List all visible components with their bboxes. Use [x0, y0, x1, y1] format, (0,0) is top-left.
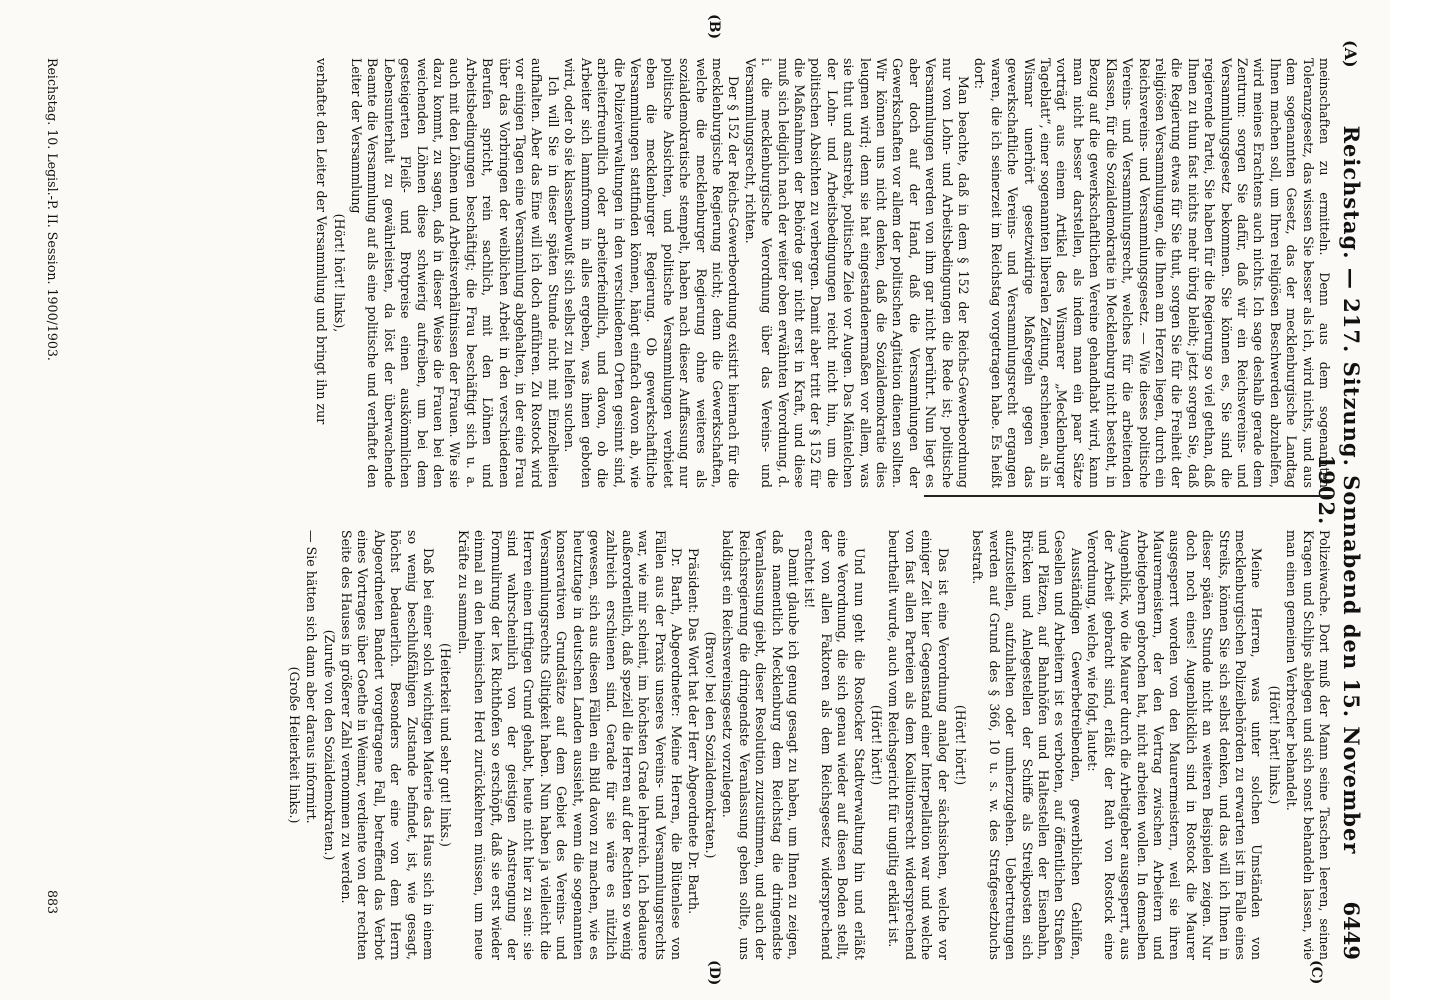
margin-marker-c: (C)	[1308, 960, 1324, 985]
interjection: (Bravo! bei den Sozialdemokraten.)	[702, 631, 718, 859]
margin-marker-b: (B)	[706, 14, 722, 40]
interjection: (Hört! hört! links.)	[1266, 685, 1282, 805]
margin-marker-d: (D)	[706, 960, 722, 986]
left-column	[314, 58, 1332, 488]
quote-paragraph: Man beachte, daß in dem § 152 der Reichs-Gewerbeordnung nur von Lohn- und Arbeitsbedingungen die Rede ist; politische Versammlungen werden von ihm gar nicht berührt. Nun liegt es aber doch auf der Hand, daß die Versammlungen der Gewerkschaften vor allem der politischen Agitation dienen sollten. Wir können uns nicht denken, daß die Sozialdemokratie dies leugnen wird; denn sie hat eingestandenermaßen vor allem, was sie thut und anstrebt, politische Ziele vor Augen. Das Mäntelchen der Lohn- und Arbeitsbedingungen reicht nicht hin, um die politischen Absichten zu verbergen. Damit aber tritt der § 152 für die Maßnahmen der Behörde gar nicht erst in Kraft, und diese muß sich lediglich nach der weiter oben erwähnten Verordnung, d. i. die mecklenburgische Verordnung über das Vereins- und Versammlungsrecht, richten.	[742, 58, 972, 488]
paragraph: Polizeiwache. Dort muß der Mann seine Taschen leeren, seinen Kragen und Schlips ablegen und sich sonst behandeln lassen, wie man einen gemeinen Verbrecher behandelt.	[1284, 530, 1332, 960]
footer-session: Reichstag. 10. Legisl.-P. II. Session. 1900/1903.	[45, 58, 60, 361]
right-column	[42, 530, 1332, 960]
footer-sheet-number: 883	[45, 890, 60, 915]
running-head: Reichstag. — 217. Sitzung. Sonnabend den 15. November 1902.	[1314, 125, 1364, 855]
speaker-paragraph: Dr. Barth, Abgeordneter: Meine Herren, die Blütenlese von Fällen aus der Praxis unseres Vereins- und Versammlungsrechts war, wie mir scheint, im höchsten Grade lehrreich. Ich bedauere außerordentlich, daß speziell die Herren auf der Rechten so wenig zahlreich erschienen sind. Gerade für sie wäre es nützlich gewesen, sich aus diesen Fällen ein Bild davon zu machen, wie es heutzutage in deutschen Landen aussieht, wenn die sogenannten konservativen Grundsätze auf dem Gebiet des Vereins- und Versammlungsrechts Giltigkeit haben. Nun haben ja vielleicht die Herren einen triftigen Grund gehabt, heute nicht hier zu sein: sie sind wahrscheinlich von der geistigen Anstrengung der Formulirung der lex Richthofen so erschöpft, daß sie erst wieder einmal an den heimischen Herd zurückkehren müssen, um neue Kräfte zu sammeln.	[455, 530, 685, 960]
paragraph: verhaftet den Leiter der Versammlung und bringt ihn zur	[314, 58, 330, 425]
quote-paragraph: Ausständigen Gewerbetreibenden, gewerblichen Gehilfen, Gesellen und Arbeitern ist es verboten, auf öffentlichen Straßen und Plätzen, auf Bahnhöfen und Haltestellen der Eisenbahn, Brücken und Anlegestellen der Schiffe als Streikposten sich aufzustellen, aufzuhalten oder umherzugehen. Uebertretungen werden auf Grund des § 366, 10 u. s. w. des Strafgesetzbuchs bestraft.	[970, 530, 1084, 960]
paragraph: meinschaften zu ermitteln. Denn aus dem sogenannten Toleranzgesetz, das wissen Sie besser als ich, wird nichts, und aus dem sogenannten Gesetz, das der mecklenburgische Landtag Ihnen machen soll, um Ihren religiösen Beschwerden abzuhelfen, wird meines Erachtens auch nichts. Ich sage deshalb gerade dem Zentrum: sorgen Sie dafür, daß wir ein Reichsvereins- und Versammlungsgesetz bekommen. Sie können es, Sie sind die regierende Partei, Sie haben für die Regierung so viel gethan, daß Ihnen zu thun fast nichts mehr übrig bleibt; jetzt sorgen Sie, daß die Regierung etwas für Sie thut, sorgen Sie für die Freiheit der religiösen Versammlungen, die Ihnen am Herzen liegen, durch ein Reichsvereins- und Versammlungsgesetz. — Wie dieses politische Vereins- und Versammlungsrecht, welches für die arbeitenden Klassen, für die Sozialdemokratie in Mecklenburg nicht besteht, in Bezug auf die gewerkschaftlichen Vereine gehandhabt wird, kann man nicht besser darstellen, als indem man ein paar Sätze vorträgt aus einem Artikel des Wismarer „Mecklenburger Tageblatt“, einer sogenannten liberalen Zeitung, erschienen, als in Wismar unerhört gesetzwidrige Maßregeln gegen das gewerkschaftliche Vereins- und Versammlungsrecht ergangen waren, die ich seinerzeit im Reichstag vorgetragen habe. Es heißt dort:	[972, 58, 1332, 488]
margin-marker-a: (A)	[1341, 40, 1360, 68]
paragraph: Ich will Sie in dieser späten Stunde nicht mit Einzelheiten aufhalten. Aber das Eine will ich doch anführen. Zu Rostock wird vor einigen Tagen eine Versammlung abgehalten, in der eine Frau über das Vorbringen der weiblichen Arbeit in den verschiedenen Berufen spricht, rein sachlich, mit den Löhnen und Arbeitsbedingungen beschäftigt; die Frau beschäftigt sich u. a. auch mit den Löhnen und Arbeitsverhältnissen der Frauen. Wie sie dazu kommt, zu sagen, daß in dieser Weise die Frauen bei den weichenden Löhnen diese schwierig aufreiben, um bei dem gesteigerten Fleiß- und Brotpreise einen auskömmlichen Lebensunterhalt zu gewährleisten, da löst der überwachende Beamte die Versammlung auf als eine politische und verhaftet den Leiter der Versammlung	[349, 58, 561, 488]
interjection: (Hört! hört!)	[953, 704, 969, 786]
paragraph: Das ist eine Verordnung analog der sächsischen, welche vor einiger Zeit hier Gegenstand einer Interpellation war und welche von fast allen Parteien als dem Koalitionsrecht widersprechend beurtheilt wurde, auch vom Reichsgericht für ungiltig erklärt ist.	[886, 530, 951, 960]
interjection: (Heiterkeit und sehr gut! links.)	[438, 643, 454, 847]
paragraph: Und nun geht die Rostocker Stadtverwaltung hin und erläßt eine Verordnung, die sich genau wieder auf diesen Boden stellt, der von allen Faktoren als dem Reichsgesetz widersprechend erachtet ist!	[802, 530, 867, 960]
page-header	[1314, 40, 1366, 960]
speaker-paragraph: Präsident: Das Wort hat der Herr Abgeordnete Dr. Barth.	[685, 548, 701, 915]
paragraph: Daß bei einer solch wichtigen Materie das Haus sich in einem so wenig beschlußfähigen Zustande befindet, ist, wie gesagt, höchst bedauerlich. Besonders der eine von dem Herrn Abgeordneten Bandert vorgetragene Fall, betreffend das Verbot eines Vortrages über Goethe in Weimar, verdiente von der rechten Seite des Hauses in größerer Zahl vernommen zu werden.	[339, 530, 437, 960]
paragraph: Damit glaube ich genug gesagt zu haben, um Ihnen zu zeigen, daß namentlich Mecklenburg dem Reichstag die dringendste Veranlassung giebt, dieser Resolution zuzustimmen, und auch der Reichsregierung die dringendste Veranlassung geben sollte, uns baldigst ein Reichsvereinsgesetz vorzulegen.	[720, 530, 801, 960]
column-divider	[924, 495, 1334, 497]
interjection: (Hört! hört! links),	[331, 213, 347, 333]
page-number: 6449	[1339, 901, 1364, 960]
paragraph: — Sie hätten sich dann aber daraus informirt.	[304, 530, 320, 824]
interjection: (Hört! hört!)	[869, 704, 885, 786]
paragraph: Meine Herren, was unter solchen Umständen von mecklenburgischen Polizeibehörden zu erwarten ist im Falle eines Streiks, können Sie sich selbst denken, und das will ich Ihnen in dieser späten Stunde nicht an weiteren Beispielen zeigen. Nur doch noch eines! Augenblicklich sind in Rostock die Maurer ausgesperrt worden von den Maurermeistern, weil sie ihren Maurermeistern, der den Vertrag zwischen Arbeitern und Arbeitgebern gebrochen hat, nicht arbeiten wollen. In demselben Augenblick, wo die Maurer durch die Arbeitgeber ausgesperrt, aus der Arbeit gebracht sind, erläßt der Rath von Rostock eine Verordnung, welche, wie folgt, lautet:	[1085, 530, 1265, 961]
interjection: (Zurufe von den Sozialdemokraten.)	[321, 629, 337, 861]
paragraph: Der § 152 der Reichs-Gewerbeordnung existirt hiernach für die mecklenburgische Regierung nicht; denn die Gewerkschaften, welche die mecklenburger Regierung ohne weiteres als sozialdemokratische stempelt, haben nach dieser Auffassung nur politische Absichten, und politische Versammlungen verbietet eben die mecklenburger Regierung. Ob gewerkschaftliche Versammlungen stattfinden können, hängt einfach davon ab, wie die Polizeiverwaltungen in den verschiedenen Orten gesinnt sind, arbeiterfreundlich oder arbeiterfeindlich, und davon, ob die Arbeiter sich lammfromm in alles ergeben, was ihnen geboten wird, oder ob sie klassenbewußt sich selbst zu helfen suchen.	[562, 58, 742, 488]
interjection: (Große Heiterkeit links.)	[286, 666, 302, 824]
